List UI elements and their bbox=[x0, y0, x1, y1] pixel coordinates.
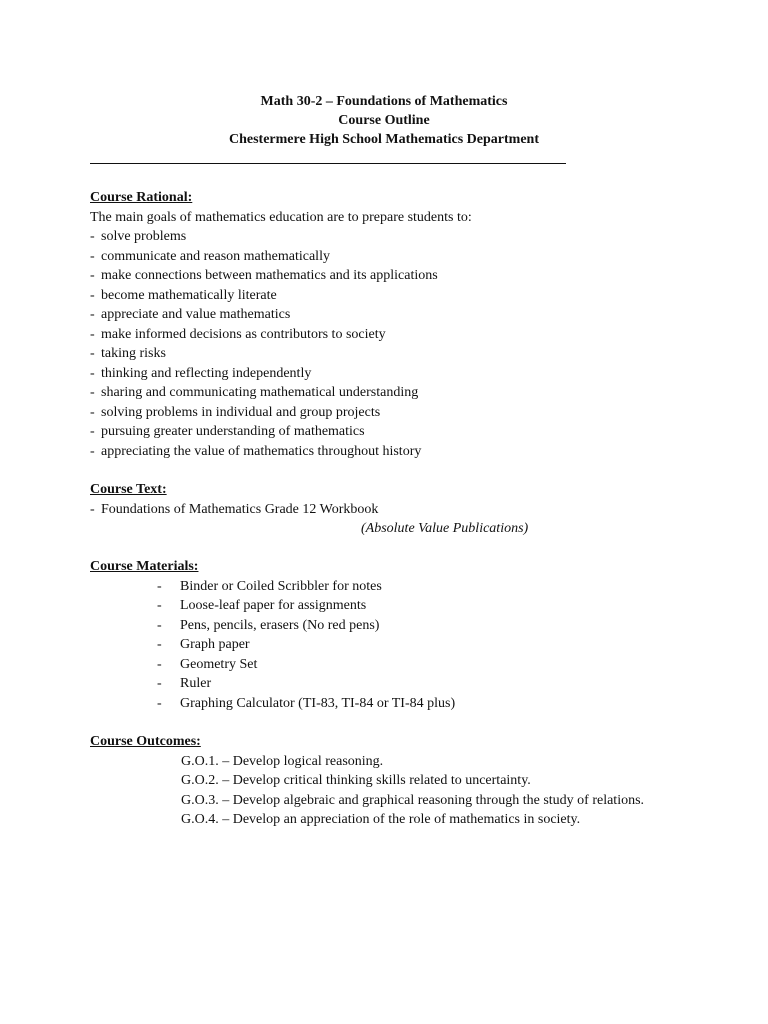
list-item: - appreciate and value mathematics bbox=[90, 307, 291, 322]
section-course-materials bbox=[90, 557, 730, 713]
section-course-outcomes bbox=[90, 732, 730, 830]
list-item: G.O.2. – Develop critical thinking skills related to uncertainty. bbox=[181, 773, 531, 788]
materials-list bbox=[90, 577, 730, 714]
list-item: - sharing and communicating mathematical understanding bbox=[90, 385, 419, 400]
list-item: - thinking and reflecting independently bbox=[90, 365, 312, 381]
list-item: - Pens, pencils, erasers (No red pens) bbox=[157, 617, 380, 633]
list-item: - solving problems in individual and group projects bbox=[90, 404, 381, 420]
list-item: - Ruler bbox=[157, 676, 212, 691]
list-item: - communicate and reason mathematically bbox=[90, 248, 330, 264]
list-item: - make informed decisions as contributors to society bbox=[90, 326, 386, 342]
list-item: - become mathematically literate bbox=[90, 287, 277, 303]
list-item: - make connections between mathematics and its applications bbox=[90, 268, 438, 283]
school-department: Chestermere High School Mathematics Department bbox=[228, 132, 539, 147]
list-item: - Graph paper bbox=[157, 637, 250, 652]
list-item: - Graphing Calculator (TI-83, TI-84 or TI-84 plus) bbox=[157, 695, 456, 711]
document-type: Course Outline bbox=[338, 113, 430, 128]
outcomes-list bbox=[90, 752, 730, 830]
list-item: G.O.1. – Develop logical reasoning. bbox=[181, 753, 384, 769]
list-item: - appreciating the value of mathematics throughout history bbox=[90, 443, 422, 459]
rational-intro: The main goals of mathematics education are to prepare students to: bbox=[90, 209, 472, 225]
document-header bbox=[0, 92, 768, 149]
section-title: Course Outcomes: bbox=[90, 734, 201, 749]
course-title: Math 30-2 – Foundations of Mathematics bbox=[260, 94, 508, 109]
textbook-title: - Foundations of Mathematics Grade 12 Workbook bbox=[90, 501, 379, 517]
list-item: - pursuing greater understanding of mathematics bbox=[90, 424, 365, 439]
header-divider bbox=[90, 163, 566, 164]
list-item: - Binder or Coiled Scribbler for notes bbox=[157, 578, 382, 594]
textbook-publisher: (Absolute Value Publications) bbox=[361, 521, 529, 536]
list-item: - solve problems bbox=[90, 229, 187, 244]
list-item: - Loose-leaf paper for assignments bbox=[157, 598, 367, 613]
section-title: Course Text: bbox=[90, 482, 167, 497]
section-title: Course Rational: bbox=[90, 190, 193, 205]
section-title: Course Materials: bbox=[90, 559, 199, 574]
list-item: - Geometry Set bbox=[157, 656, 258, 672]
section-course-rational bbox=[90, 188, 730, 461]
rational-list bbox=[90, 227, 730, 461]
list-item: G.O.3. – Develop algebraic and graphical reasoning through the study of relations. bbox=[181, 792, 645, 808]
list-item: G.O.4. – Develop an appreciation of the role of mathematics in society. bbox=[181, 812, 581, 827]
list-item: - taking risks bbox=[90, 346, 166, 361]
section-course-text bbox=[90, 480, 730, 539]
